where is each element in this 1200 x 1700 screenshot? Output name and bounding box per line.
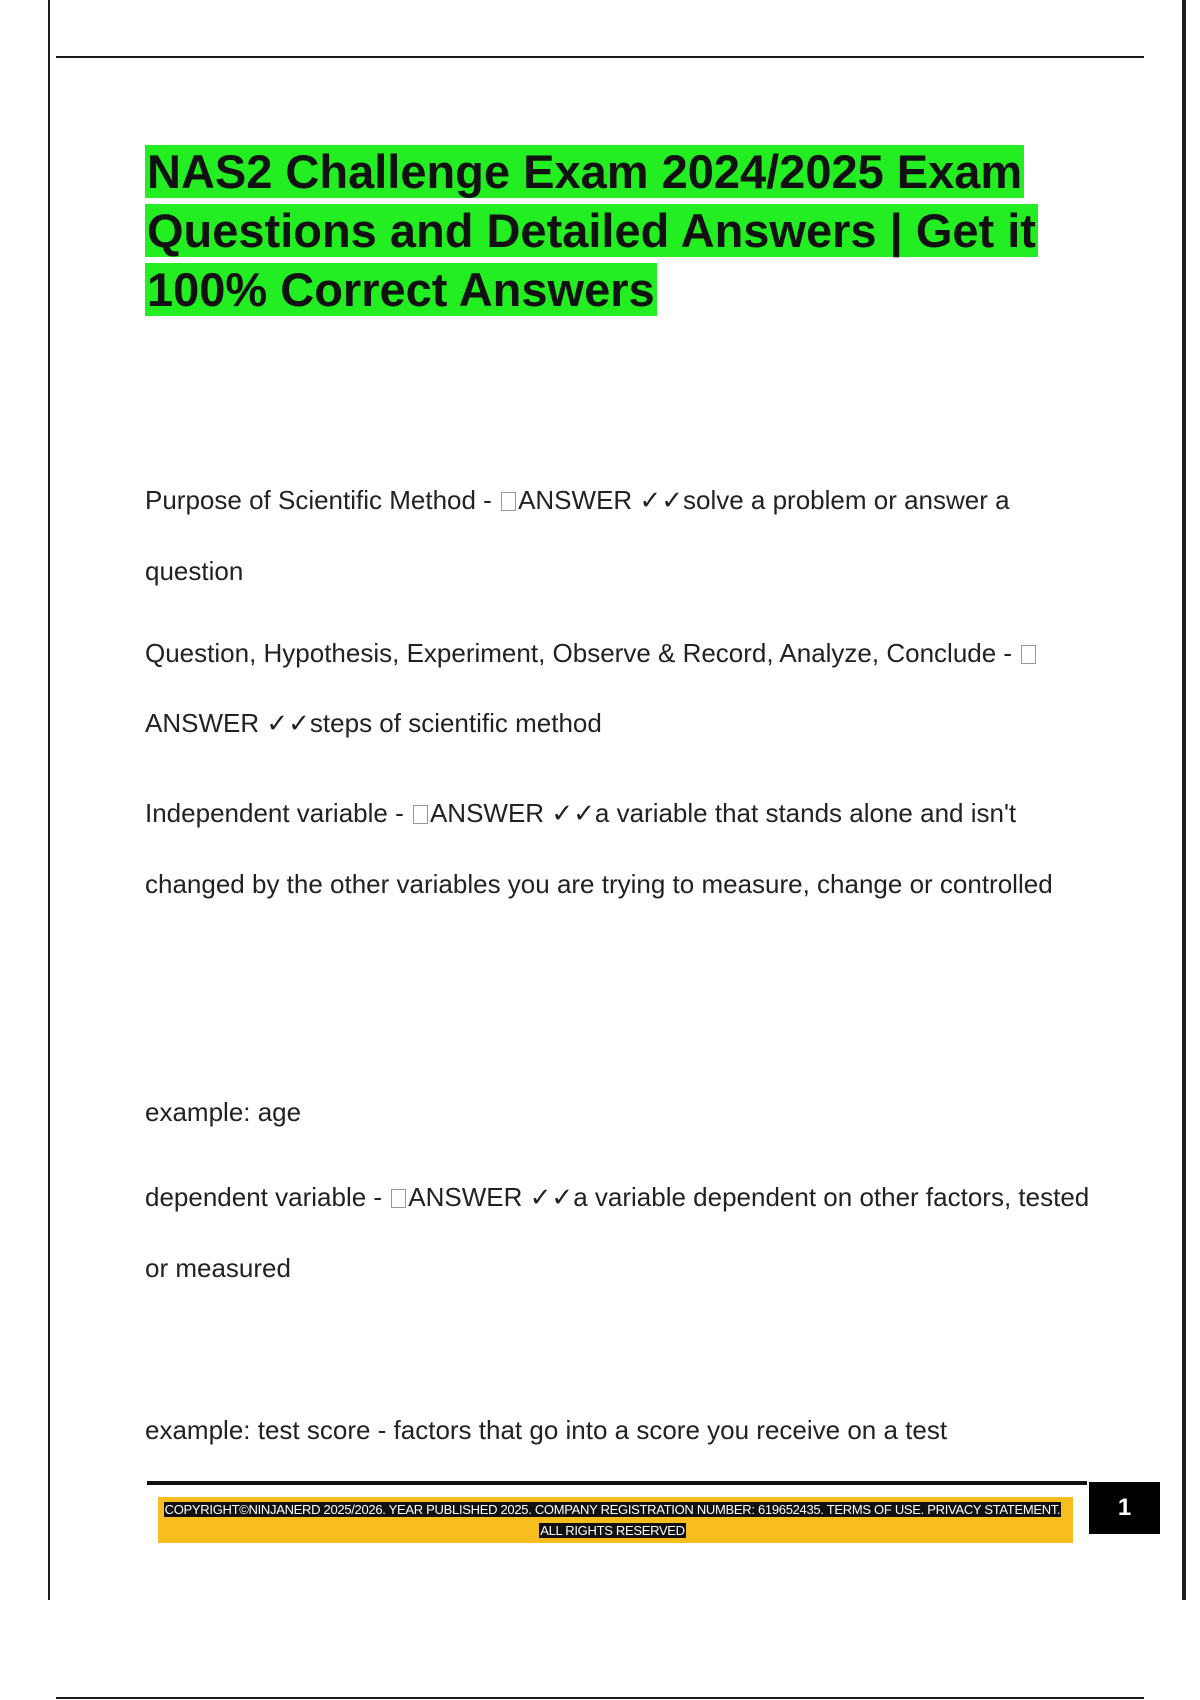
example-age: example: age — [145, 1097, 302, 1127]
answer-text: a variable dependent on other factors, tested or measured — [145, 1182, 1090, 1283]
question-text: dependent variable - — [145, 1182, 390, 1212]
double-check-icon: ✓✓ — [266, 709, 310, 739]
question-text: Purpose of Scientific Method - — [145, 485, 500, 515]
page-border-right — [1182, 0, 1186, 1600]
page-border-left — [48, 0, 50, 1600]
example-test-score: example: test score - factors that go into a score you receive on a test — [145, 1415, 948, 1445]
missing-glyph-icon — [501, 492, 516, 511]
double-check-icon: ✓✓ — [551, 799, 595, 829]
answer-label: ANSWER — [408, 1182, 530, 1212]
qa-item-4 — [145, 1162, 1095, 1303]
answer-text: a variable that stands alone and isn't changed by the other variables you are trying to measure, change or controlled — [145, 798, 1053, 899]
missing-glyph-icon — [413, 805, 428, 824]
missing-glyph-icon — [1021, 645, 1036, 664]
footer-rule — [147, 1481, 1087, 1485]
answer-text: solve a problem or answer a question — [145, 485, 1010, 586]
question-text: Question, Hypothesis, Experiment, Observe & Record, Analyze, Conclude - — [145, 638, 1020, 668]
document-title — [145, 142, 1095, 319]
question-text: Independent variable - — [145, 798, 411, 828]
answer-text: steps of scientific method — [309, 708, 602, 738]
qa-item-3 — [145, 778, 1095, 919]
footer-page-rule — [56, 1697, 1144, 1699]
title-line-2: Questions and Detailed Answers | Get it — [147, 204, 1036, 257]
qa-item-1 — [145, 465, 1095, 606]
answer-label: ANSWER — [429, 798, 552, 828]
missing-glyph-icon — [391, 1189, 406, 1208]
header-rule — [56, 56, 1144, 58]
answer-label: ANSWER — [145, 708, 267, 738]
footer-copyright-text: COPYRIGHT©NINJANERD 2025/2026. YEAR PUBLISHED 2025. COMPANY REGISTRATION NUMBER: 619652435. TERMS OF USE. PRIVACY STATEMENT. ALL RIGHTS RESERVED — [164, 1502, 1061, 1538]
footer-copyright — [160, 1499, 1065, 1541]
page-number: 1 — [1089, 1482, 1160, 1534]
title-line-3: 100% Correct Answers — [147, 263, 655, 316]
answer-label: ANSWER — [518, 485, 640, 515]
double-check-icon: ✓✓ — [639, 486, 683, 516]
qa-item-2 — [145, 618, 1095, 759]
title-line-1: NAS2 Challenge Exam 2024/2025 Exam — [147, 145, 1023, 198]
double-check-icon: ✓✓ — [529, 1183, 574, 1213]
